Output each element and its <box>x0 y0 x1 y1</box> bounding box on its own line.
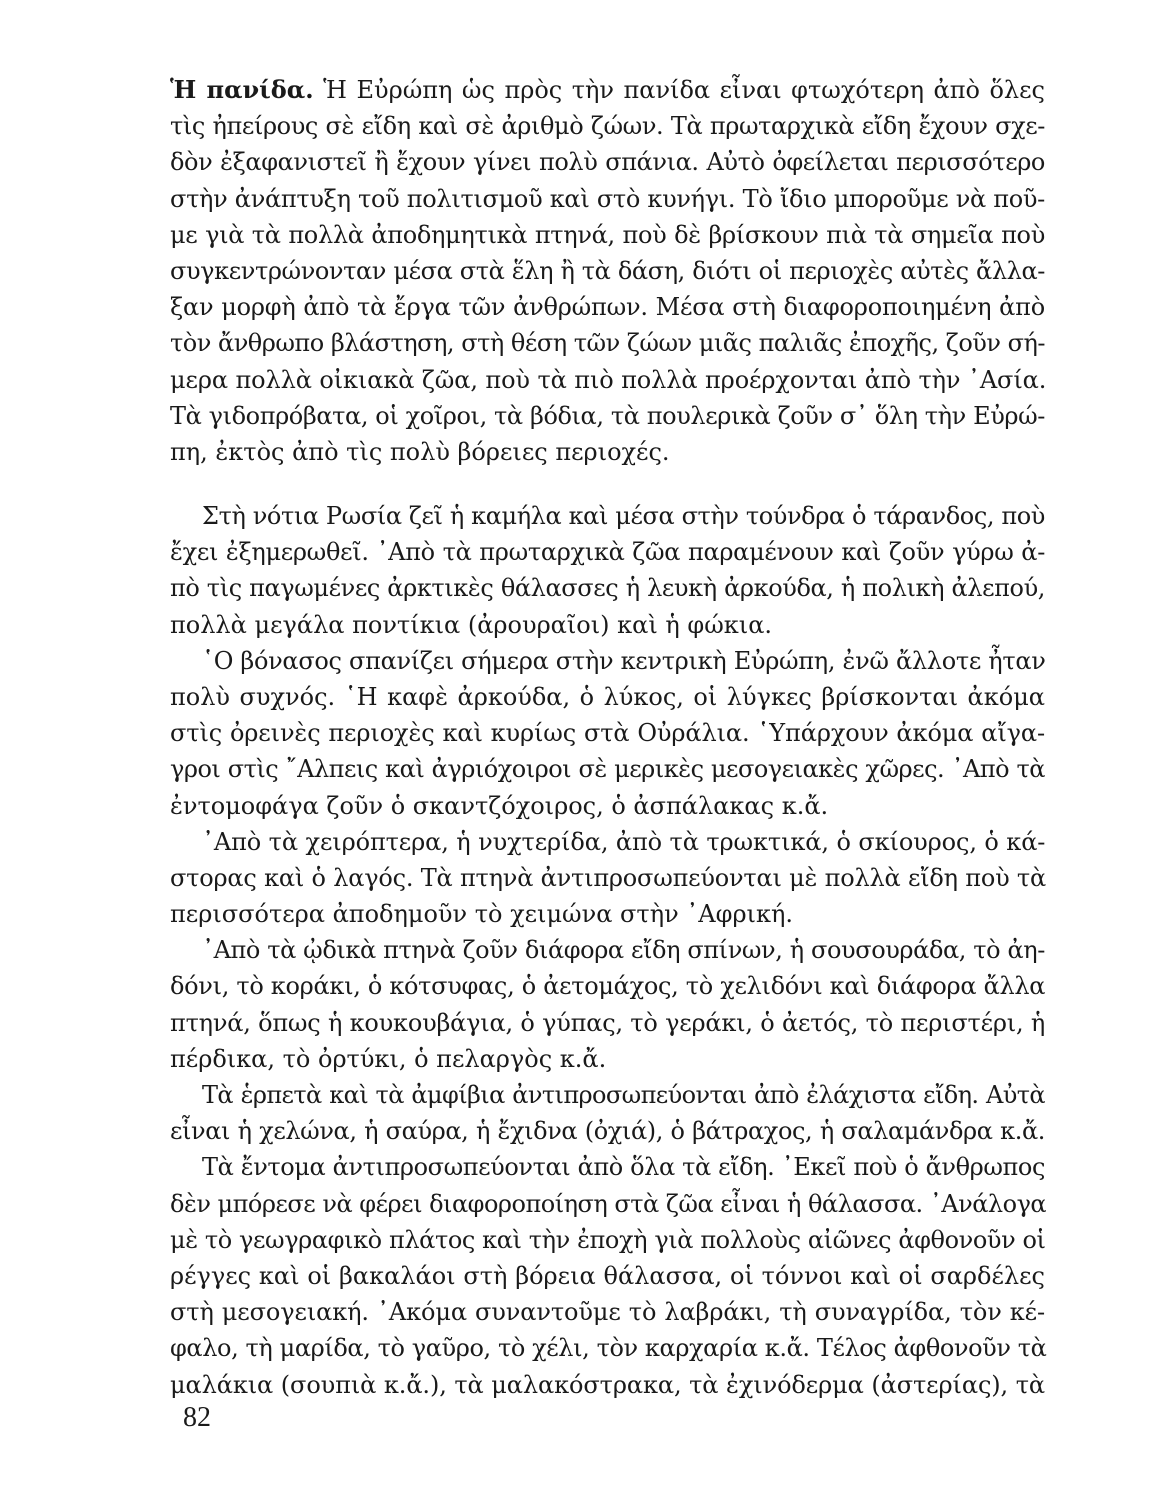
text-line: πέρδικα, τὸ ὀρτύκι, ὁ πελαργὸς κ.ἄ. <box>170 1044 607 1073</box>
text-line: ρέγγες καὶ οἱ βακαλάοι στὴ βόρεια θάλασσα, οἱ τόννοι καὶ οἱ σαρδέλες <box>170 1261 1045 1290</box>
text-line: περισσότερα ἀποδημοῦν τὸ χειμώνα στὴν ᾿Αφρική. <box>170 900 793 929</box>
text-line: με γιὰ τὰ πολλὰ ἀποδημητικὰ πτηνά, ποὺ δὲ βρίσκουν πιὰ τὰ σημεῖα ποὺ <box>170 220 1045 249</box>
text-line: ῾Ο βόνασος σπανίζει σήμερα στὴν κεντρικὴ Εὐρώπη, ἐνῶ ἄλλοτε ἦταν <box>202 646 1046 675</box>
text-line: στορας καὶ ὁ λαγός. Τὰ πτηνὰ ἀντιπροσωπεύονται μὲ πολλὰ εἴδη ποὺ τὰ <box>170 863 1046 892</box>
text-line: εἶναι ἡ χελώνα, ἡ σαύρα, ἡ ἔχιδνα (ὀχιά), ὁ βάτραχος, ἡ σαλαμάνδρα κ.ἄ. <box>170 1117 1045 1146</box>
section-heading: Ἡ πανίδα. <box>170 75 314 104</box>
text-line: μὲ τὸ γεωγραφικὸ πλάτος καὶ τὴν ἐποχὴ γιὰ πολλοὺς αἰῶνες ἀφθονοῦν οἱ <box>170 1225 1046 1254</box>
text-line: Τὰ ἔντομα ἀντιπροσωπεύονται ἀπὸ ὅλα τὰ εἴδη. ᾿Εκεῖ ποὺ ὁ ἄνθρωπος <box>202 1153 1045 1182</box>
text-line: ᾿Απὸ τὰ χειρόπτερα, ἡ νυχτερίδα, ἀπὸ τὰ τρωκτικά, ὁ σκίουρος, ὁ κά- <box>202 827 1046 856</box>
heading-line-text: Ἡ Εὐρώπη ὡς πρὸς τὴν πανίδα εἶναι φτωχότερη ἀπὸ ὅλες <box>313 76 1046 104</box>
text-line: ἔχει ἐξημερωθεῖ. ᾿Απὸ τὰ πρωταρχικὰ ζῶα παραμένουν καὶ ζοῦν γύρω ἀ- <box>170 538 1045 567</box>
text-line: γροι στὶς ῎Αλπεις καὶ ἀγριόχοιροι σὲ μερικὲς μεσογειακὲς χῶρες. ᾿Απὸ τὰ <box>170 755 1045 784</box>
text-line: ξαν μορφὴ ἀπὸ τὰ ἔργα τῶν ἀνθρώπων. Μέσα στὴ διαφοροποιημένη ἀπὸ <box>170 293 1045 322</box>
text-line: Στὴ νότια Ρωσία ζεῖ ἡ καμήλα καὶ μέσα στὴν τούνδρα ὁ τάρανδος, ποὺ <box>202 502 1045 530</box>
text-line: τὶς ἠπείρους σὲ εἴδη καὶ σὲ ἀριθμὸ ζώων. Τὰ πρωταρχικὰ εἴδη ἔχουν σχε- <box>170 112 1045 141</box>
text-line: Τὰ γιδοπρόβατα, οἱ χοῖροι, τὰ βόδια, τὰ πουλερικὰ ζοῦν σ᾿ ὅλη τὴν Εὐρώ- <box>170 401 1045 430</box>
page-number: 82 <box>183 1402 211 1433</box>
text-line: δὸν ἐξαφανιστεῖ ἢ ἔχουν γίνει πολὺ σπάνια. Αὐτὸ ὀφείλεται περισσότερο <box>170 148 1045 177</box>
text-line: ἐντομοφάγα ζοῦν ὁ σκαντζόχοιρος, ὁ ἀσπάλακας κ.ἄ. <box>170 791 829 820</box>
text-line: δόνι, τὸ κοράκι, ὁ κότσυφας, ὁ ἀετομάχος, τὸ χελιδόνι καὶ διάφορα ἄλλα <box>170 972 1046 1001</box>
text-line: στὴ μεσογειακή. ᾿Ακόμα συναντοῦμε τὸ λαβράκι, τὴ συναγρίδα, τὸν κέ- <box>170 1298 1045 1327</box>
text-line: πὸ τὶς παγωμένες ἀρκτικὲς θάλασσες ἡ λευκὴ ἀρκούδα, ἡ πολικὴ ἀλεπού, <box>170 574 1045 603</box>
text-line: συγκεντρώνονταν μέσα στὰ ἕλη ἢ τὰ δάση, διότι οἱ περιοχὲς αὐτὲς ἄλλα- <box>170 256 1045 285</box>
text-line <box>170 72 1045 108</box>
text-line: φαλο, τὴ μαρίδα, τὸ γαῦρο, τὸ χέλι, τὸν καρχαρία κ.ἄ. Τέλος ἀφθονοῦν τὰ <box>170 1334 1047 1363</box>
text-line: στὴν ἀνάπτυξη τοῦ πολιτισμοῦ καὶ στὸ κυνήγι. Τὸ ἴδιο μποροῦμε νὰ ποῦ- <box>170 184 1045 213</box>
text-line: ᾿Απὸ τὰ ᾠδικὰ πτηνὰ ζοῦν διάφορα εἴδη σπίνων, ἡ σουσουράδα, τὸ ἀη- <box>202 936 1045 965</box>
text-line: πτηνά, ὅπως ἡ κουκουβάγια, ὁ γύπας, τὸ γεράκι, ὁ ἀετός, τὸ περιστέρι, ἡ <box>170 1008 1045 1037</box>
text-line: πολλὰ μεγάλα ποντίκια (ἀρουραῖοι) καὶ ἡ φώκια. <box>170 610 773 639</box>
text-line: τὸν ἄνθρωπο βλάστηση, στὴ θέση τῶν ζώων μιᾶς παλιᾶς ἐποχῆς, ζοῦν σή- <box>170 329 1045 358</box>
text-line: πη, ἐκτὸς ἀπὸ τὶς πολὺ βόρειες περιοχές. <box>170 437 670 466</box>
text-line: Τὰ ἑρπετὰ καὶ τὰ ἀμφίβια ἀντιπροσωπεύονται ἀπὸ ἐλάχιστα εἴδη. Αὐτὰ <box>202 1081 1045 1109</box>
text-line: μερα πολλὰ οἰκιακὰ ζῶα, ποὺ τὰ πιὸ πολλὰ προέρχονται ἀπὸ τὴν ᾿Ασία. <box>170 365 1047 394</box>
text-line: πολὺ συχνός. ῾Η καφὲ ἀρκούδα, ὁ λύκος, οἱ λύγκες βρίσκονται ἀκόμα <box>170 682 1045 711</box>
fauna-intro-paragraph <box>170 72 1045 470</box>
text-line: στὶς ὀρεινὲς περιοχὲς καὶ κυρίως στὰ Οὐράλια. ῾Υπάρχουν ἀκόμα αἴγα- <box>170 719 1045 748</box>
text-line: μαλάκια (σουπιὰ κ.ἄ.), τὰ μαλακόστρακα, τὰ ἐχινόδερμα (ἀστερίας), τὰ <box>170 1370 1045 1399</box>
fauna-body-text <box>170 498 1045 1403</box>
text-line: δὲν μπόρεσε νὰ φέρει διαφοροποίηση στὰ ζῶα εἶναι ἡ θάλασσα. ᾿Ανάλογα <box>170 1189 1047 1218</box>
